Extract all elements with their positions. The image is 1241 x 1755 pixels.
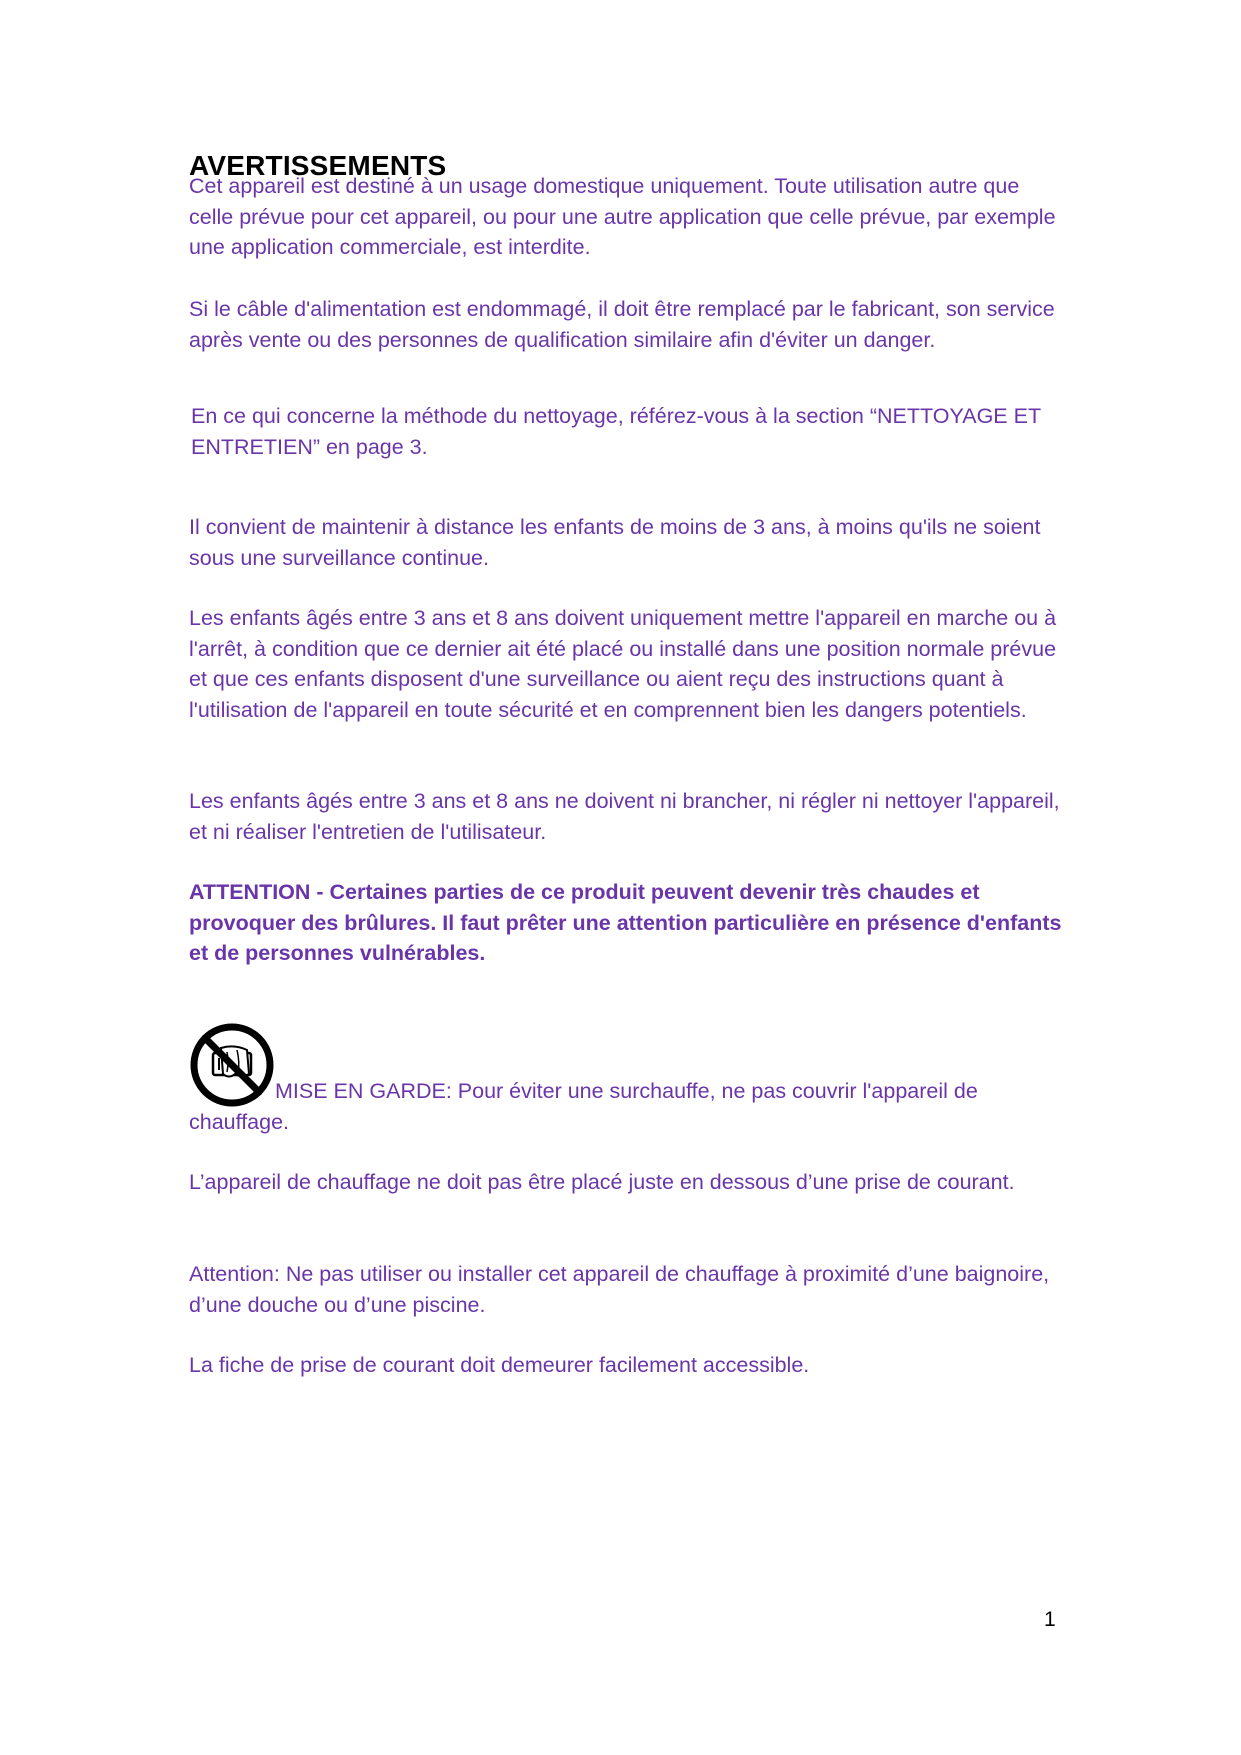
paragraph-power-cable: Si le câble d'alimentation est endommagé, il doit être remplacé par le fabricant, son service après vente ou des personnes de qualification similaire afin d'éviter un danger.	[189, 297, 1055, 352]
paragraph-socket-placement: L’appareil de chauffage ne doit pas être placé juste en dessous d’une prise de courant.	[189, 1170, 1015, 1194]
page-number: 1	[1044, 1608, 1056, 1631]
paragraph-bath-proximity: Attention: Ne pas utiliser ou installer cet appareil de chauffage à proximité d’une baignoire, d’une douche ou d’une piscine.	[189, 1262, 1050, 1317]
paragraph-cleaning-reference: En ce qui concerne la méthode du nettoyage, référez-vous à la section “NETTOYAGE ET ENTRETIEN” en page 3.	[191, 404, 1041, 459]
page-title: AVERTISSEMENTS	[189, 150, 447, 181]
paragraph-children-3-to-8-restrictions: Les enfants âgés entre 3 ans et 8 ans ne doivent ni brancher, ni régler ni nettoyer l'appareil, et ni réaliser l'entretien de l'utilisateur.	[189, 789, 1060, 844]
paragraph-children-under-3: Il convient de maintenir à distance les enfants de moins de 3 ans, à moins qu'ils ne soient sous une surveillance continue.	[189, 515, 1041, 570]
paragraph-children-3-to-8-operation: Les enfants âgés entre 3 ans et 8 ans doivent uniquement mettre l'appareil en marche ou à l'arrêt, à condition que ce dernier ait été placé ou installé dans une position normale prévue et que ces enfants disposent d'une surveillance ou aient reçu des instructions quant à l'utilisation de l'appareil en toute sécurité et en comprennent bien les dangers potentiels.	[189, 606, 1057, 722]
paragraph-do-not-cover: MISE EN GARDE: Pour éviter une surchauffe, ne pas couvrir l'appareil de chauffage.	[189, 1079, 978, 1134]
paragraph-attention-hot-parts: ATTENTION - Certaines parties de ce produit peuvent devenir très chaudes et provoquer des brûlures. Il faut prêter une attention particulière en présence d'enfants et de personnes vulnérables.	[189, 880, 1062, 966]
paragraph-domestic-use: Cet appareil est destiné à un usage domestique uniquement. Toute utilisation autre que celle prévue pour cet appareil, ou pour une autre application que celle prévue, par exemple une application commerciale, est interdite.	[189, 174, 1056, 260]
paragraph-plug-accessible: La fiche de prise de courant doit demeurer facilement accessible.	[189, 1353, 810, 1377]
